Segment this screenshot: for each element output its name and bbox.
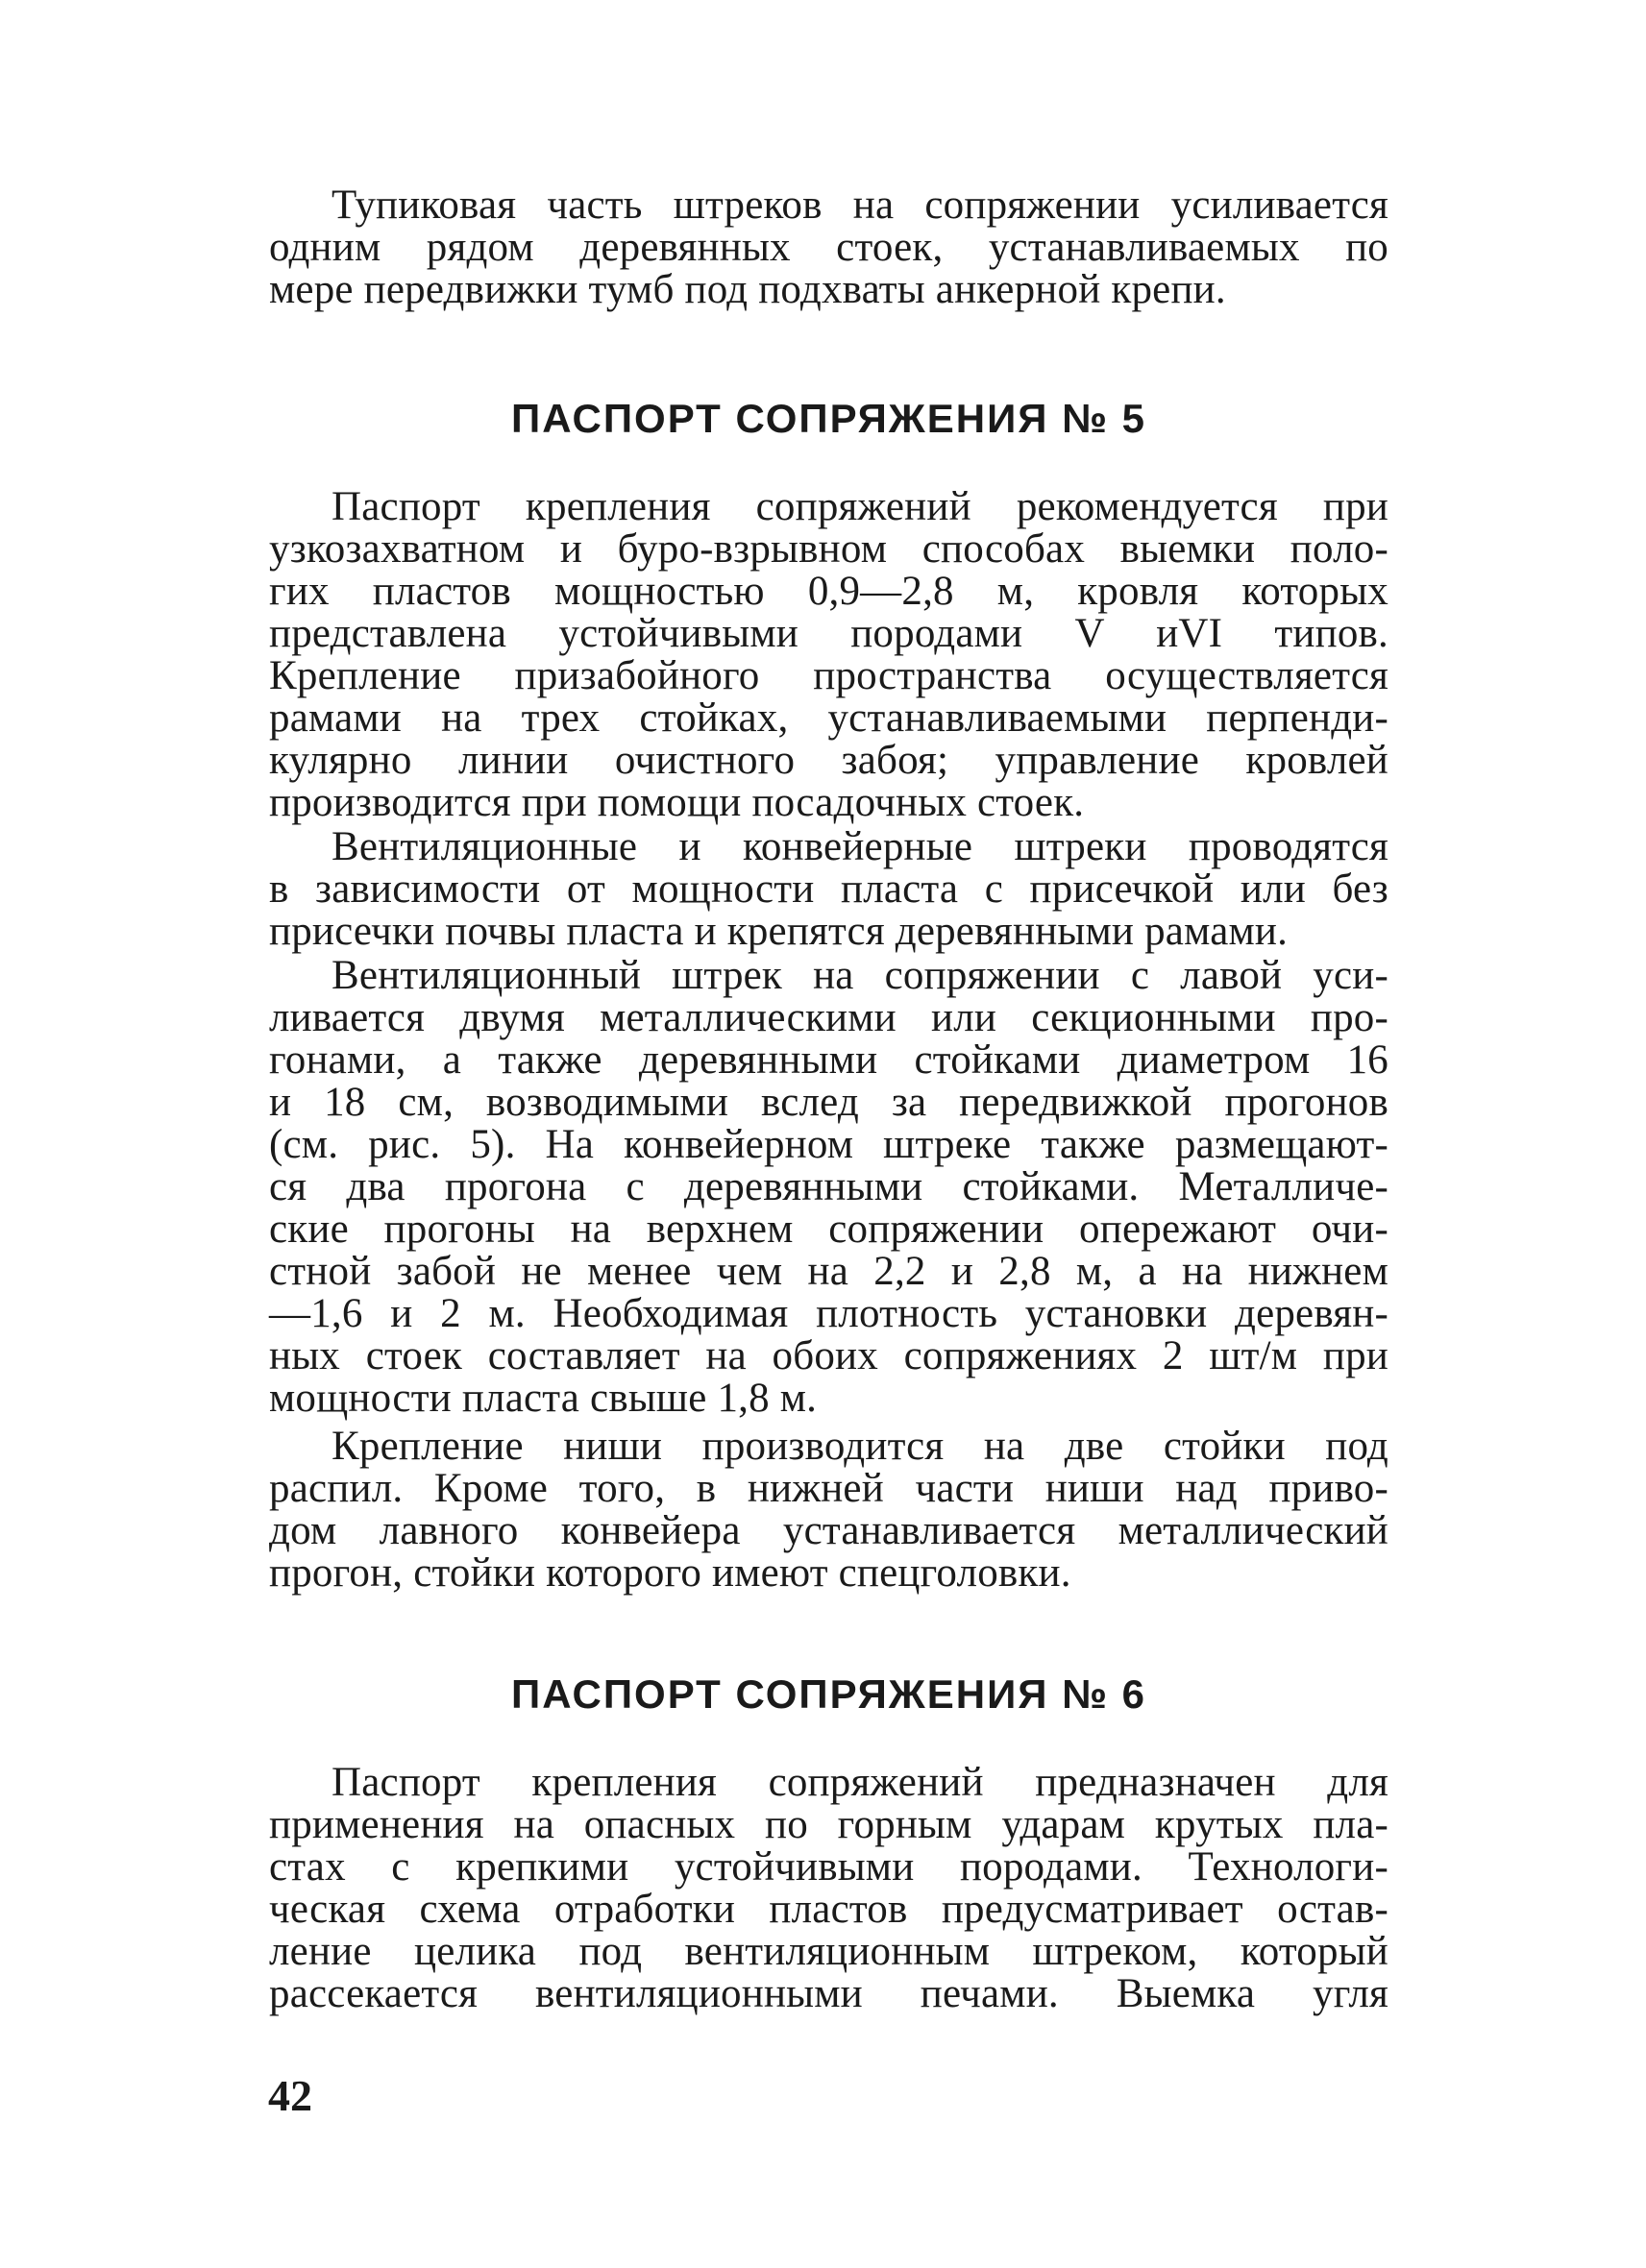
section-5-paragraph-2 (269, 826, 1388, 953)
text-line: Крепление ниши производится на две стойки под (332, 1424, 1388, 1469)
text-line: присечки почвы пласта и крепятся деревянными рамами. (269, 909, 1289, 954)
text-line: (см. рис. 5). На конвейерном штреке также размещают- (269, 1122, 1388, 1167)
text-line: ские прогоны на верхнем сопряжении опережают очи- (269, 1207, 1388, 1252)
text-line: рассекается вентиляционными печами. Выемка угля (269, 1971, 1388, 2016)
text-line: Вентиляционный штрек на сопряжении с лавой уси- (332, 953, 1388, 998)
text-line: Вентиляционные и конвейерные штреки проводятся (332, 824, 1388, 869)
section-6-heading: ПАСПОРТ СОПРЯЖЕНИЯ № 6 (511, 1671, 1146, 1717)
text-line: одним рядом деревянных стоек, устанавливаемых по (269, 225, 1388, 270)
text-line: —1,6 и 2 м. Необходимая плотность установки деревян- (269, 1291, 1388, 1336)
paragraph (269, 486, 1388, 824)
text-line: кулярно линии очистного забоя; управление кровлей (269, 738, 1388, 783)
section-5-heading: ПАСПОРТ СОПРЯЖЕНИЯ № 5 (511, 396, 1146, 441)
section-5-paragraph-3 (269, 955, 1388, 1420)
text-line: узкозахватном и буро-взрывном способах выемки поло- (269, 526, 1388, 572)
section-6-paragraph-1 (269, 1762, 1388, 2015)
text-line: ся два прогона с деревянными стойками. Металличе- (269, 1164, 1388, 1209)
text-line: мощности пласта свыше 1,8 м. (269, 1376, 818, 1421)
text-line: производится при помощи посадочных стоек. (269, 780, 1085, 825)
section-5-paragraph-4 (269, 1426, 1388, 1595)
text-line: стах с крепкими устойчивыми породами. Технологи- (269, 1844, 1388, 1890)
text-line: стной забой не менее чем на 2,2 и 2,8 м, а на нижнем (269, 1249, 1388, 1294)
text-line: ливается двумя металлическими или секционными про- (269, 995, 1388, 1040)
text-line: применения на опасных по горным ударам крутых пла- (269, 1802, 1388, 1847)
text-line: Паспорт крепления сопряжений предназначен для (332, 1760, 1388, 1805)
intro-paragraph (269, 184, 1388, 311)
section-5-paragraph-1 (269, 486, 1388, 824)
text-line: мере передвижки тумб под подхваты анкерной крепи. (269, 267, 1226, 312)
paragraph (269, 1762, 1388, 2015)
text-line: прогон, стойки которого имеют спецголовки. (269, 1550, 1071, 1596)
text-line: рамами на трех стойках, устанавливаемыми перпенди- (269, 695, 1388, 741)
paragraph (269, 1426, 1388, 1595)
text-line: Паспорт крепления сопряжений рекомендуется при (332, 484, 1388, 529)
paragraph (269, 955, 1388, 1420)
text-line: ческая схема отработки пластов предусматривает остав- (269, 1887, 1388, 1932)
text-line: распил. Кроме того, в нижней части ниши над приво- (269, 1466, 1388, 1511)
text-line: в зависимости от мощности пласта с присечкой или без (269, 866, 1388, 912)
paragraph (269, 826, 1388, 953)
text-line: Тупиковая часть штреков на сопряжении усиливается (332, 183, 1388, 228)
text-line: дом лавного конвейера устанавливается металлический (269, 1508, 1388, 1553)
page-number: 42 (268, 2071, 312, 2120)
text-line: ных стоек составляет на обоих сопряжениях 2 шт/м при (269, 1333, 1388, 1378)
text-line: гонами, а также деревянными стойками диаметром 16 (269, 1037, 1388, 1083)
text-line: представлена устойчивыми породами V иVI типов. (269, 611, 1388, 656)
text-line: ление целика под вентиляционным штреком, который (269, 1929, 1388, 1974)
paragraph (269, 184, 1388, 311)
text-line: Крепление призабойного пространства осуществляется (269, 653, 1388, 698)
text-line: и 18 см, возводимыми вслед за передвижкой прогонов (269, 1080, 1388, 1125)
text-line: гих пластов мощностью 0,9—2,8 м, кровля которых (269, 569, 1388, 614)
